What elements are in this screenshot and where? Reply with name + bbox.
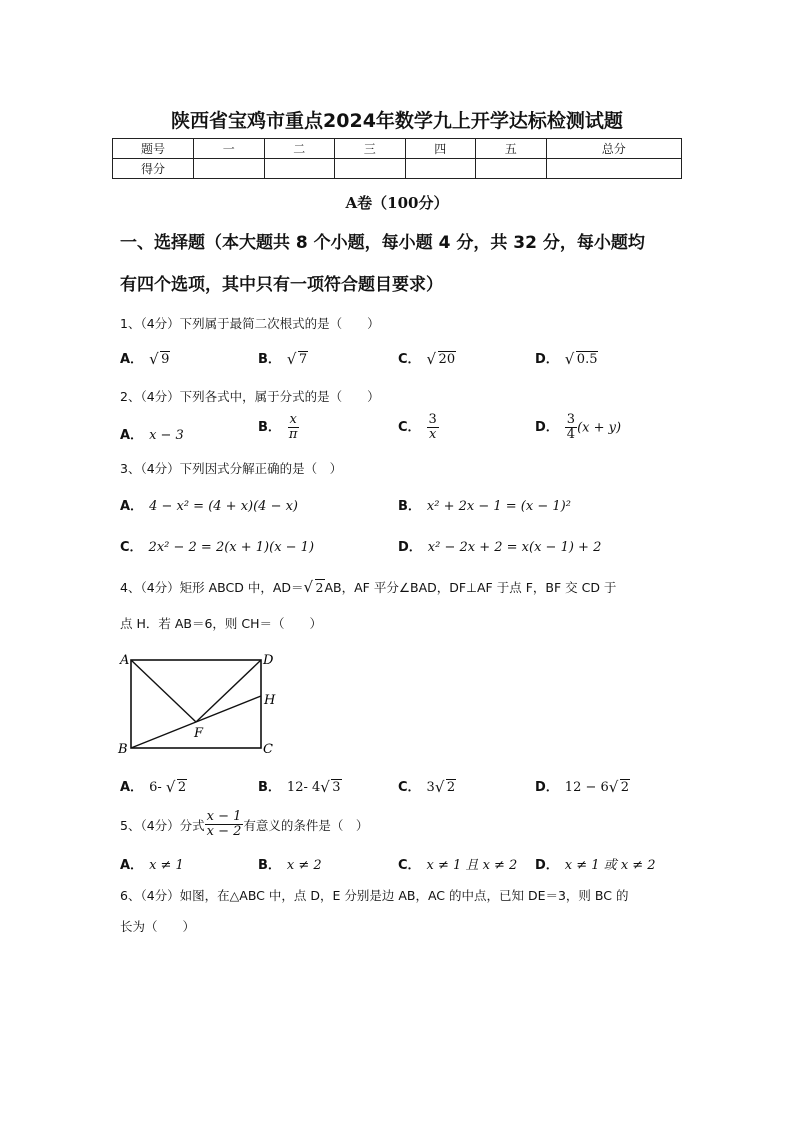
option-label: C． bbox=[398, 858, 421, 873]
part1-heading-line2: 有四个选项，其中只有一项符合题目要求） bbox=[120, 275, 443, 295]
fraction-numerator: x bbox=[289, 412, 297, 427]
score-input-cell[interactable] bbox=[264, 159, 335, 179]
option-label: B． bbox=[258, 352, 281, 367]
option-label: A． bbox=[120, 499, 144, 514]
option-expression: 4 − x² = (4 + x)(4 − x) bbox=[149, 499, 298, 514]
table-cell: 五 bbox=[476, 139, 547, 159]
score-input-cell[interactable] bbox=[194, 159, 265, 179]
fraction-denominator: π bbox=[288, 427, 298, 443]
q5-option-a[interactable] bbox=[120, 854, 184, 873]
q4-option-d[interactable] bbox=[535, 776, 630, 795]
label-b: B bbox=[118, 742, 128, 757]
radicand: 0.5 bbox=[576, 352, 598, 367]
fraction-numerator: 3 bbox=[428, 412, 437, 427]
option-expression: 3 bbox=[426, 780, 435, 795]
q3-option-d[interactable] bbox=[398, 536, 601, 555]
page-title: 陕西省宝鸡市重点2024年数学九上开学达标检测试题 bbox=[171, 110, 623, 132]
table-cell: 总分 bbox=[546, 139, 682, 159]
option-label: D． bbox=[535, 780, 559, 795]
option-expression: x ≠ 1 bbox=[149, 858, 184, 873]
radicand: 2 bbox=[177, 780, 187, 795]
table-cell: 四 bbox=[405, 139, 476, 159]
question-1-stem: 1、（4分）下列属于最简二次根式的是（ ） bbox=[120, 316, 380, 331]
fraction-denominator: x − 2 bbox=[206, 824, 242, 840]
question-4-stem bbox=[120, 578, 680, 596]
option-label: C． bbox=[398, 352, 421, 367]
question-3-stem: 3、（4分）下列因式分解正确的是（ ） bbox=[120, 461, 343, 476]
q2-option-a[interactable] bbox=[120, 424, 184, 443]
radicand: 2 bbox=[620, 780, 630, 795]
q5-stem-post: 有意义的条件是（ ） bbox=[243, 817, 369, 833]
radicand: 2 bbox=[315, 580, 324, 595]
q5-option-c[interactable] bbox=[398, 854, 517, 873]
option-label: B． bbox=[398, 499, 421, 514]
option-expression: x² − 2x + 2 = x(x − 1) + 2 bbox=[427, 540, 602, 555]
option-label: C． bbox=[398, 780, 421, 795]
option-expression: 12 − 6 bbox=[564, 780, 609, 795]
q1-option-d[interactable] bbox=[535, 348, 598, 367]
option-expression: x ≠ 2 bbox=[286, 858, 322, 873]
q2-option-c[interactable] bbox=[398, 413, 439, 443]
part1-heading-line1: 一、选择题（本大题共 8 个小题，每小题 4 分，共 32 分，每小题均 bbox=[120, 233, 645, 253]
q5-option-d[interactable] bbox=[535, 854, 656, 873]
option-expression: x ≠ 1 或 x ≠ 2 bbox=[564, 858, 656, 873]
score-table-header-row bbox=[113, 139, 682, 159]
fraction-denominator: 4 bbox=[566, 427, 576, 443]
label-c: C bbox=[263, 742, 273, 757]
fraction-numerator: x − 1 bbox=[206, 809, 242, 824]
q3-option-a[interactable] bbox=[120, 495, 298, 514]
radicand: 2 bbox=[446, 780, 456, 795]
table-cell: 二 bbox=[264, 139, 335, 159]
q3-option-c[interactable] bbox=[120, 536, 314, 555]
q4-stem-post: AB，AF 平分∠BAD，DF⊥AF 于点 F，BF 交 CD 于 bbox=[324, 580, 617, 595]
score-input-cell[interactable] bbox=[476, 159, 547, 179]
q5-option-b[interactable] bbox=[258, 854, 322, 873]
fraction-numerator: 3 bbox=[566, 412, 576, 427]
option-label: A． bbox=[120, 858, 144, 873]
option-label: A． bbox=[120, 780, 144, 795]
option-expression: 12- 4 bbox=[286, 780, 321, 795]
segment-af bbox=[131, 660, 196, 722]
segment-df bbox=[196, 660, 261, 722]
label-a: A bbox=[120, 653, 130, 668]
option-label: A． bbox=[120, 428, 144, 443]
q4-option-b[interactable] bbox=[258, 776, 342, 795]
q1-option-c[interactable] bbox=[398, 348, 456, 367]
radicand: 7 bbox=[298, 352, 308, 367]
radicand: 20 bbox=[438, 352, 456, 367]
q4-stem-pre: 4、（4分）矩形 ABCD 中，AD＝ bbox=[120, 580, 304, 595]
table-cell: 题号 bbox=[113, 139, 194, 159]
option-label: B． bbox=[258, 858, 281, 873]
option-label: B． bbox=[258, 420, 281, 436]
q2-option-d[interactable] bbox=[535, 413, 621, 443]
option-label: C． bbox=[398, 420, 421, 436]
option-label: D． bbox=[535, 420, 559, 436]
part1-heading bbox=[120, 222, 680, 306]
option-label: D． bbox=[535, 352, 559, 367]
score-table bbox=[112, 138, 682, 179]
score-input-cell[interactable] bbox=[405, 159, 476, 179]
option-expression: x ≠ 1 且 x ≠ 2 bbox=[426, 858, 518, 873]
table-cell: 三 bbox=[335, 139, 406, 159]
radicand: 3 bbox=[332, 780, 341, 795]
question-2-stem: 2、（4分）下列各式中，属于分式的是（ ） bbox=[120, 389, 380, 404]
q5-stem-pre: 5、（4分）分式 bbox=[120, 817, 205, 833]
score-input-cell[interactable] bbox=[335, 159, 406, 179]
q2-option-b[interactable] bbox=[258, 413, 299, 443]
table-cell: 一 bbox=[194, 139, 265, 159]
q4-option-c[interactable] bbox=[398, 776, 456, 795]
option-label: A． bbox=[120, 352, 144, 367]
label-f: F bbox=[194, 726, 204, 741]
option-label: B． bbox=[258, 780, 281, 795]
score-input-cell[interactable] bbox=[546, 159, 682, 179]
question-6-stem: 6、（4分）如图，在△ABC 中，点 D，E 分别是边 AB，AC 的中点，已知 DE＝3，则 BC 的 bbox=[120, 888, 629, 903]
table-cell: 得分 bbox=[113, 159, 194, 179]
score-table-score-row bbox=[113, 159, 682, 179]
option-expression: x² + 2x − 1 = (x − 1)² bbox=[426, 499, 571, 514]
option-label: D． bbox=[535, 858, 559, 873]
option-expression: 2x² − 2 = 2(x + 1)(x − 1) bbox=[148, 540, 315, 555]
question-5-stem bbox=[120, 810, 368, 840]
rectangle-figure bbox=[116, 650, 286, 760]
option-label: D． bbox=[398, 540, 422, 555]
q3-option-b[interactable] bbox=[398, 495, 571, 514]
option-expression: (x + y) bbox=[577, 420, 622, 436]
option-expression: 6- bbox=[149, 780, 166, 795]
label-d: D bbox=[263, 653, 274, 668]
radicand: 9 bbox=[161, 352, 170, 367]
q1-option-a[interactable] bbox=[120, 348, 170, 367]
section-a-title: A卷（100分） bbox=[345, 194, 449, 212]
fraction-denominator: x bbox=[429, 427, 437, 443]
question-6-stem-line2: 长为（ ） bbox=[120, 919, 196, 934]
q1-option-b[interactable] bbox=[258, 348, 308, 367]
option-expression: x − 3 bbox=[149, 428, 184, 443]
question-4-stem-line2: 点 H．若 AB＝6，则 CH＝（ ） bbox=[120, 616, 323, 631]
q4-option-a[interactable] bbox=[120, 776, 187, 795]
option-label: C． bbox=[120, 540, 143, 555]
label-h: H bbox=[264, 693, 276, 708]
